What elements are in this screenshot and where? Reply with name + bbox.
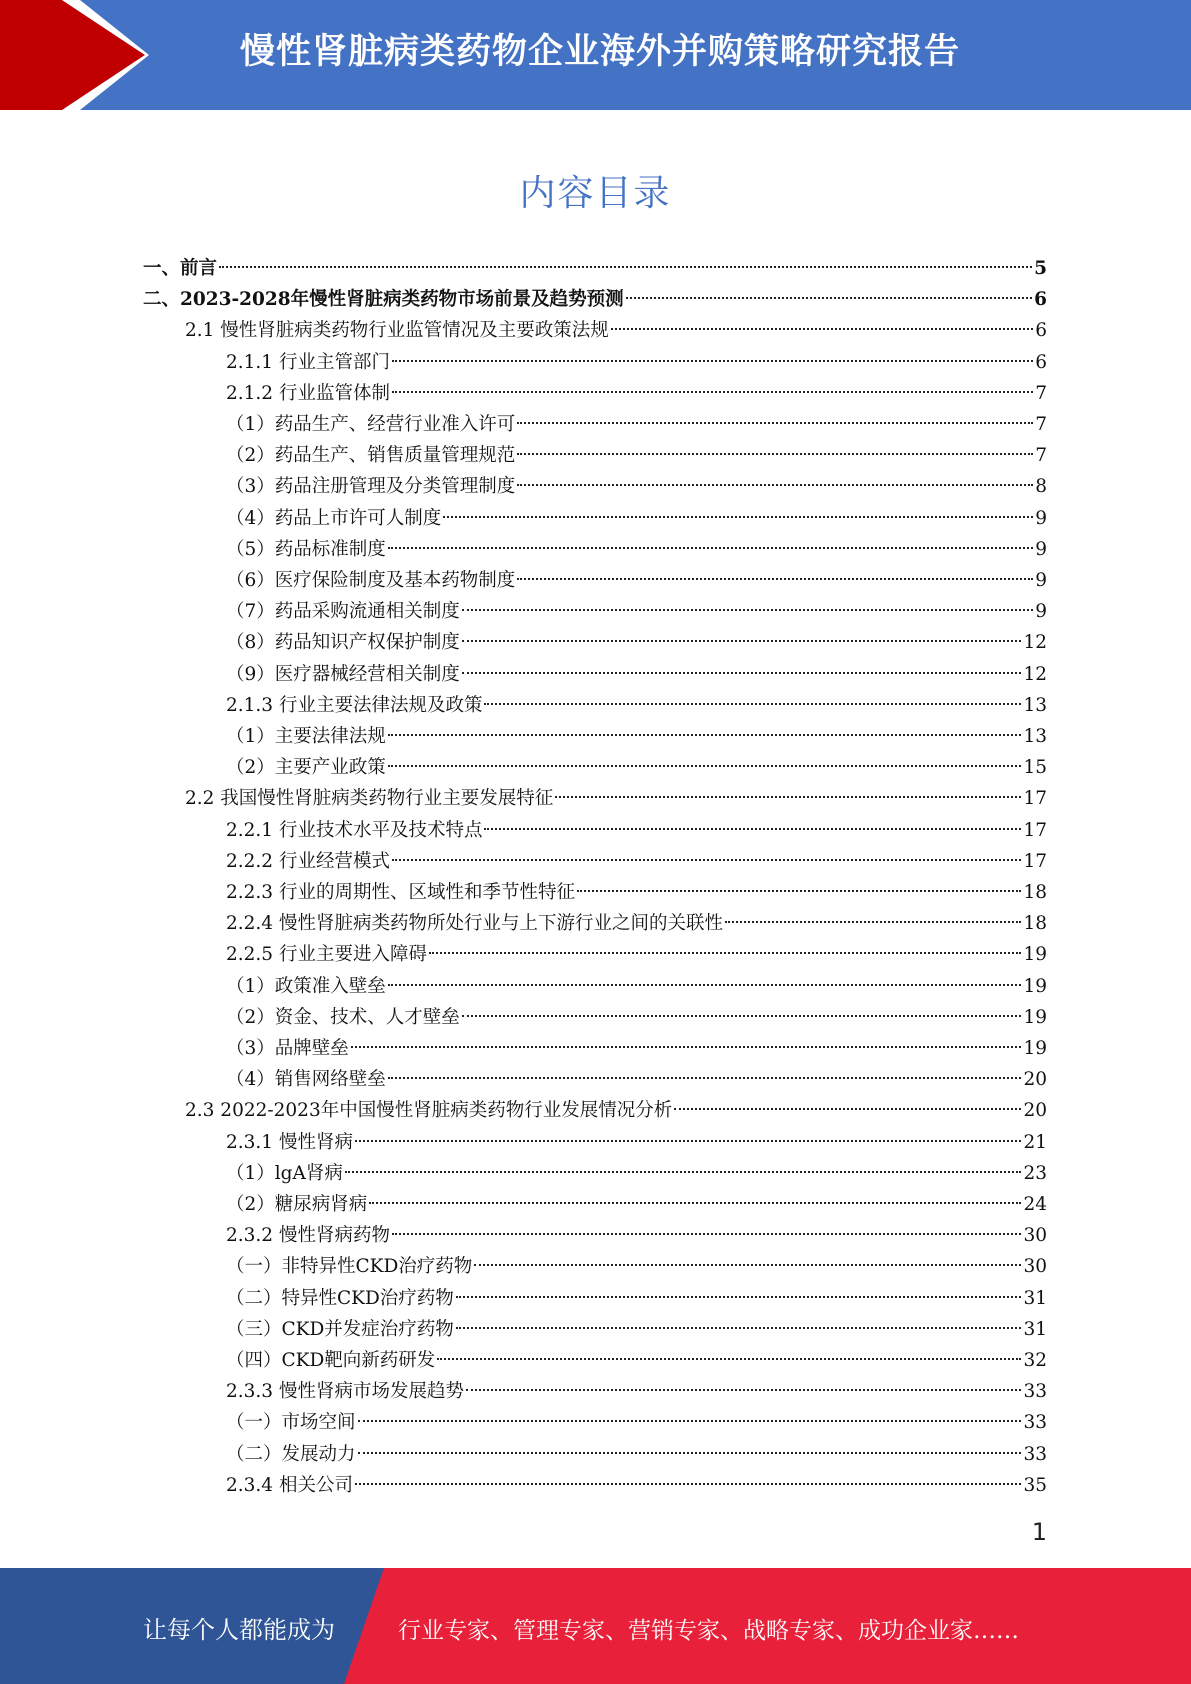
toc-entry-page: 18: [1023, 913, 1047, 935]
toc-entry-label: 2.2.5 行业主要进入障碍: [226, 944, 427, 966]
toc-entry-page: 35: [1023, 1474, 1047, 1496]
toc-entry[interactable]: [226, 1158, 1047, 1189]
toc-dot-leader: [517, 422, 1033, 424]
toc-entry-page: 9: [1035, 507, 1047, 529]
toc-dot-leader: [388, 984, 1022, 986]
toc-entry[interactable]: [226, 1064, 1047, 1095]
toc-entry-label: 2.3.2 慢性肾病药物: [226, 1225, 390, 1247]
toc-entry[interactable]: [226, 752, 1047, 783]
toc-dot-leader: [462, 1015, 1022, 1017]
toc-dot-leader: [358, 1420, 1022, 1422]
toc-entry-label: 2.2.3 行业的周期性、区域性和季节性特征: [226, 882, 575, 903]
toc-entry-page: 12: [1023, 663, 1047, 685]
toc-entry-page: 9: [1035, 538, 1047, 560]
toc-entry-page: 13: [1023, 694, 1047, 716]
toc-dot-leader: [466, 1389, 1021, 1391]
toc-dot-leader: [462, 609, 1033, 611]
toc-entry-label: 2.2.2 行业经营模式: [226, 850, 390, 872]
toc-entry-page: 31: [1023, 1287, 1047, 1309]
toc-entry[interactable]: [226, 1033, 1047, 1064]
toc-entry-label: 一、前言: [143, 258, 218, 279]
toc-entry[interactable]: [226, 1283, 1047, 1314]
toc-entry[interactable]: [226, 471, 1047, 502]
toc-dot-leader: [674, 1108, 1021, 1110]
toc-entry[interactable]: [226, 908, 1047, 939]
toc-dot-leader: [392, 859, 1021, 861]
toc-dot-leader: [392, 1233, 1021, 1235]
toc-entry[interactable]: [226, 939, 1047, 970]
toc-dot-leader: [219, 266, 1032, 268]
toc-entry-page: 18: [1023, 882, 1047, 903]
toc-dot-leader: [611, 328, 1033, 330]
toc-entry-label: （8）药品知识产权保护制度: [226, 632, 460, 654]
toc-entry[interactable]: [226, 565, 1047, 596]
toc-entry-label: （5）药品标准制度: [226, 538, 386, 560]
toc-entry-label: 2.3.1 慢性肾病: [226, 1131, 353, 1153]
toc-entry-label: 2.1.1 行业主管部门: [226, 351, 390, 373]
toc-dot-leader: [456, 1327, 1022, 1329]
toc-dot-leader: [443, 516, 1033, 518]
toc-entry-page: 17: [1023, 819, 1047, 841]
toc-entry-label: （1）政策准入壁垒: [226, 975, 386, 997]
toc-dot-leader: [725, 921, 1021, 923]
toc-entry-page: 12: [1023, 632, 1047, 654]
toc-entry-label: 2.3.4 相关公司: [226, 1474, 353, 1496]
toc-entry[interactable]: [226, 1220, 1047, 1251]
toc-entry-label: 二、2023-2028年慢性肾脏病类药物市场前景及趋势预测: [143, 289, 624, 311]
toc-entry-label: 2.2.1 行业技术水平及技术特点: [226, 819, 483, 841]
toc-entry[interactable]: [226, 1470, 1047, 1501]
toc-entry-page: 24: [1023, 1194, 1047, 1215]
toc-dot-leader: [462, 672, 1022, 674]
toc-entry-label: 2.3.3 慢性肾病市场发展趋势: [226, 1381, 464, 1403]
toc-entry-page: 33: [1023, 1443, 1047, 1465]
page-number: 1: [1031, 1518, 1047, 1546]
toc-entry-label: （1）lgA肾病: [226, 1162, 343, 1184]
toc-entry-page: 30: [1023, 1256, 1047, 1278]
toc-entry-page: 5: [1034, 258, 1047, 279]
toc-entry-page: 7: [1035, 382, 1047, 404]
toc-entry-page: 20: [1023, 1100, 1047, 1122]
toc-entry[interactable]: [226, 534, 1047, 565]
toc-entry[interactable]: [143, 253, 1047, 284]
report-title: 慢性肾脏病类药物企业海外并购策略研究报告: [240, 32, 961, 72]
toc-dot-leader: [392, 391, 1033, 393]
toc-entry[interactable]: [226, 627, 1047, 658]
toc-dot-leader: [437, 1358, 1021, 1360]
toc-entry[interactable]: [226, 1127, 1047, 1158]
toc-entry-label: 2.1.2 行业监管体制: [226, 382, 390, 404]
toc-dot-leader: [577, 890, 1021, 892]
toc-entry[interactable]: [226, 378, 1047, 409]
toc-entry[interactable]: [226, 815, 1047, 846]
toc-dot-leader: [517, 453, 1033, 455]
toc-entry[interactable]: [226, 1002, 1047, 1033]
toc-entry-page: 33: [1023, 1412, 1047, 1434]
toc-entry-page: 6: [1035, 351, 1047, 373]
toc-dot-leader: [429, 952, 1021, 954]
toc-entry-page: 7: [1035, 414, 1047, 435]
toc-entry[interactable]: [226, 596, 1047, 627]
toc-entry[interactable]: [185, 315, 1047, 346]
toc-entry-page: 17: [1023, 788, 1047, 810]
toc-entry[interactable]: [226, 1439, 1047, 1470]
toc-entry[interactable]: [226, 846, 1047, 877]
toc-dot-leader: [388, 734, 1022, 736]
toc-entry-label: （1）主要法律法规: [226, 726, 386, 747]
toc-entry-label: （6）医疗保险制度及基本药物制度: [226, 570, 516, 591]
toc-dot-leader: [345, 1171, 1022, 1173]
toc-entry-label: （二）特异性CKD治疗药物: [226, 1287, 454, 1309]
toc-entry-page: 32: [1023, 1350, 1047, 1371]
toc-entry-page: 19: [1023, 1006, 1047, 1028]
toc-dot-leader: [388, 1077, 1022, 1079]
toc-entry[interactable]: [226, 1376, 1047, 1407]
toc-entry-page: 30: [1023, 1225, 1047, 1247]
toc-dot-leader: [388, 547, 1033, 549]
toc-entry[interactable]: [226, 347, 1047, 378]
toc-dot-leader: [626, 297, 1032, 299]
toc-entry[interactable]: [226, 971, 1047, 1002]
toc-entry-page: 8: [1035, 476, 1047, 498]
toc-entry-page: 19: [1023, 944, 1047, 966]
toc-dot-leader: [474, 1264, 1021, 1266]
toc-entry-label: 2.2.4 慢性肾脏病类药物所处行业与上下游行业之间的关联性: [226, 913, 723, 935]
toc-entry[interactable]: [226, 1407, 1047, 1438]
toc-entry-label: （9）医疗器械经营相关制度: [226, 663, 460, 685]
toc-entry[interactable]: [143, 284, 1047, 315]
toc-entry-page: 6: [1034, 289, 1047, 311]
toc-entry-page: 13: [1023, 726, 1047, 747]
toc-entry-label: 2.3 2022-2023年中国慢性肾脏病类药物行业发展情况分析: [185, 1100, 673, 1122]
toc-entry-label: （2）主要产业政策: [226, 757, 386, 779]
toc-entry[interactable]: [226, 440, 1047, 471]
toc-entry-label: （7）药品采购流通相关制度: [226, 601, 460, 623]
toc-entry-label: 2.2 我国慢性肾脏病类药物行业主要发展特征: [185, 788, 554, 810]
toc-entry[interactable]: [226, 503, 1047, 534]
toc-entry-label: （4）销售网络壁垒: [226, 1069, 386, 1091]
footer-slogan-right: 行业专家、管理专家、营销专家、战略专家、成功企业家……: [398, 1618, 1019, 1644]
toc-entry[interactable]: [185, 1095, 1047, 1126]
toc-entry-page: 15: [1023, 757, 1047, 779]
toc-entry-page: 9: [1035, 601, 1047, 623]
toc-dot-leader: [355, 1483, 1022, 1485]
toc-entry-label: （一）非特异性CKD治疗药物: [226, 1256, 473, 1278]
toc-entry[interactable]: [226, 1345, 1047, 1376]
toc-dot-leader: [517, 578, 1033, 580]
toc-entry-label: （2）糖尿病肾病: [226, 1194, 368, 1215]
toc-entry-page: 31: [1023, 1318, 1047, 1340]
toc-entry-page: 17: [1023, 850, 1047, 872]
toc-entry-page: 7: [1035, 445, 1047, 467]
toc-dot-leader: [388, 765, 1022, 767]
toc-heading: 内容目录: [519, 173, 672, 214]
toc-entry-page: 33: [1023, 1381, 1047, 1403]
toc-dot-leader: [517, 484, 1033, 486]
toc-entry-label: （2）药品生产、销售质量管理规范: [226, 445, 516, 467]
toc-entry-label: （一）市场空间: [226, 1412, 356, 1434]
toc-entry[interactable]: [185, 783, 1047, 814]
toc-entry-page: 6: [1035, 320, 1047, 342]
toc-dot-leader: [462, 640, 1022, 642]
toc-entry[interactable]: [226, 659, 1047, 690]
toc-entry[interactable]: [226, 721, 1047, 752]
toc-entry-page: 20: [1023, 1069, 1047, 1091]
toc-dot-leader: [351, 1046, 1022, 1048]
toc-entry-label: （3）品牌壁垒: [226, 1038, 349, 1059]
toc-entry[interactable]: [226, 1251, 1047, 1282]
toc-dot-leader: [484, 703, 1021, 705]
toc-entry-page: 19: [1023, 1038, 1047, 1059]
toc-entry[interactable]: [226, 1314, 1047, 1345]
toc-entry[interactable]: [226, 690, 1047, 721]
toc-dot-leader: [358, 1452, 1022, 1454]
toc-entry-page: 21: [1023, 1131, 1047, 1153]
toc-dot-leader: [355, 1140, 1022, 1142]
toc-entry-label: （三）CKD并发症治疗药物: [226, 1318, 454, 1340]
toc-dot-leader: [456, 1296, 1022, 1298]
toc-entry-page: 19: [1023, 975, 1047, 997]
toc-entry-label: （4）药品上市许可人制度: [226, 507, 442, 529]
toc-entry-label: 2.1.3 行业主要法律法规及政策: [226, 694, 483, 716]
toc-entry[interactable]: [226, 409, 1047, 440]
toc-entry[interactable]: [226, 877, 1047, 908]
toc-entry[interactable]: [226, 1189, 1047, 1220]
toc-entry-page: 23: [1023, 1162, 1047, 1184]
footer-slogan-left: 让每个人都能成为: [143, 1616, 335, 1644]
toc-dot-leader: [369, 1202, 1021, 1204]
toc-entry-label: （二）发展动力: [226, 1443, 356, 1465]
toc-dot-leader: [392, 360, 1033, 362]
toc-entry-label: 2.1 慢性肾脏病类药物行业监管情况及主要政策法规: [185, 320, 609, 342]
toc-entry-label: （四）CKD靶向新药研发: [226, 1350, 436, 1371]
toc-entry-label: （1）药品生产、经营行业准入许可: [226, 414, 516, 435]
toc-entry-label: （2）资金、技术、人才壁垒: [226, 1006, 460, 1028]
toc-dot-leader: [484, 828, 1021, 830]
toc-dot-leader: [555, 796, 1021, 798]
toc-entry-label: （3）药品注册管理及分类管理制度: [226, 476, 516, 498]
toc-entry-page: 9: [1035, 570, 1047, 591]
page-header: [0, 0, 1191, 110]
